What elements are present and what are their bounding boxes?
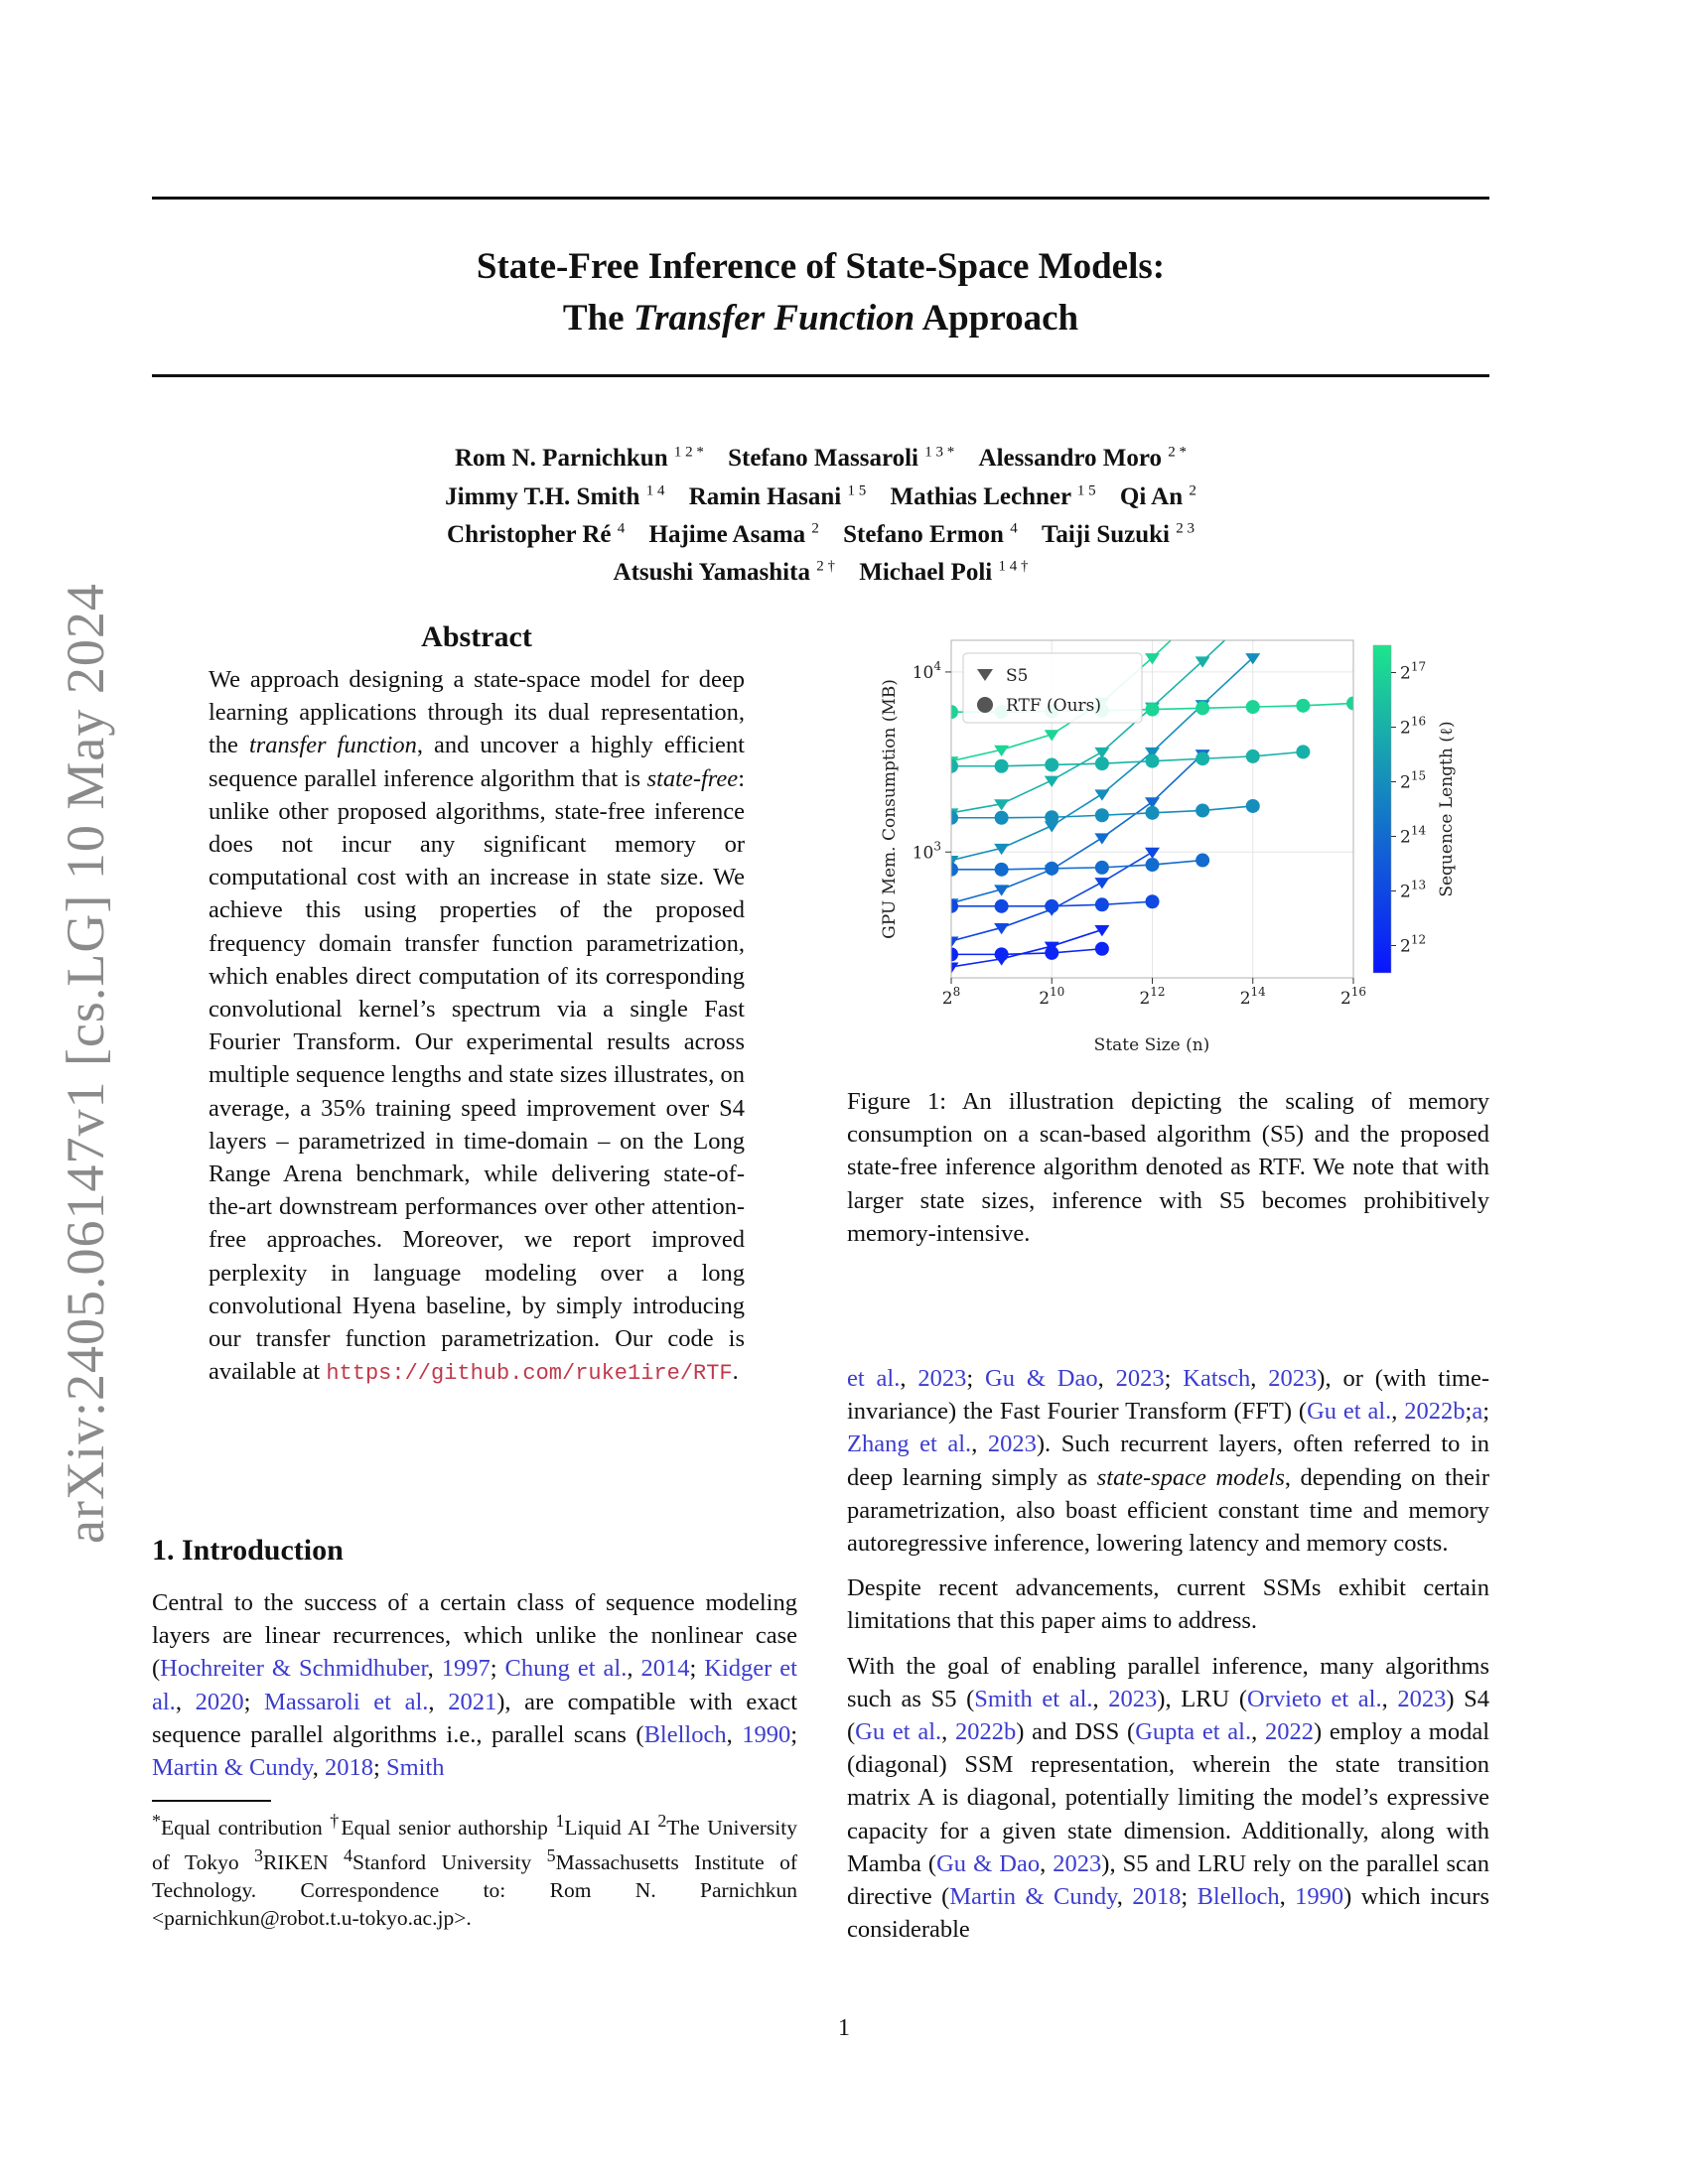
abstract-heading: Abstract: [421, 620, 532, 653]
author: Stefano Massaroli $^{1 3 *}$: [728, 445, 955, 473]
citation-link[interactable]: Zhang et al.: [847, 1431, 972, 1458]
rtf-point: [1146, 703, 1160, 717]
intro-heading: 1. Introduction: [152, 1534, 344, 1567]
x-tick-label: $2^{10}$: [1039, 985, 1065, 1009]
legend: [963, 653, 1142, 723]
rtf-point: [1146, 858, 1160, 872]
rtf-point: [995, 759, 1009, 773]
rtf-point: [1095, 861, 1109, 875]
paragraph: et al., 2023; Gu & Dao, 2023; Katsch, 2023), or (with time-invariance) the Fast Fourier Transform (FFT) (Gu et al., 2022b;a; Zhang et al., 2023). Such recurrent layers, often referred to in deep learning simply as state-space models, depending on their parametrization, also boast efficient constant time and memory autoregressive inference, lowering latency and memory costs.: [847, 1365, 1490, 1558]
y-tick-label: $10^4$: [912, 658, 941, 683]
colorbar-ticks: [1391, 660, 1426, 957]
footnote-rule: [152, 1800, 271, 1802]
y-tick-label: $10^3$: [912, 839, 941, 864]
figure-1-chart: [847, 625, 1489, 1072]
citation-link[interactable]: Martin & Cundy: [152, 1754, 313, 1782]
citation-link[interactable]: 2022b: [955, 1718, 1017, 1746]
author: Qi An $^2$: [1119, 482, 1196, 510]
rtf-series-line: [951, 949, 1102, 955]
legend-circle-marker: [977, 697, 993, 713]
citation-link[interactable]: Gu & Dao: [936, 1849, 1041, 1877]
citation-link[interactable]: 2014: [640, 1655, 690, 1683]
rtf-point: [1095, 942, 1109, 956]
rtf-point: [1146, 806, 1160, 820]
rtf-point: [1296, 745, 1310, 758]
x-tick-label: $2^{16}$: [1339, 985, 1367, 1009]
citation-link[interactable]: Katsch: [1183, 1365, 1251, 1392]
citation-link[interactable]: 2023: [1268, 1365, 1318, 1392]
rtf-series-line: [951, 861, 1202, 870]
intro-text: Central to the success of a certain class of sequence modeling layers are linear recurrences, which unlike the nonlinear case (Hochreiter & Schmidhuber, 1997; Chung et al., 2014; Kidger et al., 2020; Massaroli et al., 2021), are compatible with exact sequence parallel algorithms i.e., parallel scans (Blelloch, 1990; Martin & Cundy, 2018; Smith: [152, 1589, 798, 1782]
author: Rom N. Parnichkun $^{1 2 *}$: [454, 445, 704, 473]
colorbar-tick-label: $2^{17}$: [1400, 659, 1427, 684]
citation-link[interactable]: 2023: [1053, 1849, 1102, 1877]
paragraph: With the goal of enabling parallel inference, many algorithms such as S5 (Smith et al., 2023), LRU (Orvieto et al., 2023) S4 (Gu et al., 2022b) and DSS (Gupta et al., 2022) employ a modal (diagonal) SSM representation, wherein the state transition matrix A is diagonal, potentially limiting the model’s expressive capacity for a given state dimension. Additionally, along with Mamba (Gu & Dao, 2023), S5 and LRU rely on the parallel scan directive (Martin & Cundy, 2018; Blelloch, 1990) which incurs considerable: [847, 1652, 1490, 1944]
citation-link[interactable]: Smith: [385, 1754, 445, 1782]
code-url-link[interactable]: https://github.com/ruke1ire/RTF: [326, 1361, 733, 1387]
s5-point: [1094, 789, 1109, 800]
citation-link[interactable]: Blelloch: [1196, 1883, 1280, 1911]
y-axis-label: GPU Mem. Consumption (MB): [880, 679, 900, 939]
rtf-point: [1246, 700, 1260, 714]
author: Taiji Suzuki $^{2 3}$: [1041, 520, 1195, 548]
citation-link[interactable]: Blelloch: [643, 1720, 727, 1748]
author: Christopher Ré $^4$: [447, 520, 626, 548]
citation-link[interactable]: 1990: [1295, 1883, 1344, 1911]
footnotes: *Equal contribution †Equal senior authorship $^1$Liquid AI $^2$The University of Tokyo $^3$RIKEN $^4$Stanford University $^5$Massachusetts Institute of Technology. Correspondence to: Rom N. Parnichkun <parnichkun@robot.t.u-tokyo.ac.jp>.: [152, 1811, 797, 1931]
author: Alessandro Moro $^{2 *}$: [978, 445, 1188, 473]
author: Michael Poli $^{1 4 \dagger}$: [859, 558, 1029, 587]
rtf-point: [1095, 897, 1109, 911]
x-axis-label: State Size (n): [1093, 1035, 1210, 1055]
citation-link[interactable]: 2021: [448, 1688, 497, 1715]
rtf-point: [995, 947, 1009, 961]
rtf-point: [1045, 946, 1058, 960]
rtf-point: [995, 811, 1009, 825]
citation-link[interactable]: 1997: [441, 1655, 491, 1683]
author: Mathias Lechner $^{1 5}$: [890, 482, 1096, 510]
citation-link[interactable]: a: [1472, 1398, 1483, 1426]
citation-link[interactable]: Smith et al.: [974, 1685, 1093, 1712]
rtf-point: [1095, 756, 1109, 770]
rtf-point: [1146, 754, 1160, 768]
rtf-point: [995, 899, 1009, 913]
rtf-point: [1246, 750, 1260, 763]
s5-point: [1094, 833, 1109, 844]
rtf-point: [1296, 699, 1310, 713]
citation-link[interactable]: Gu et al.: [1307, 1398, 1392, 1426]
citation-link[interactable]: 2023: [1115, 1365, 1165, 1392]
rtf-point: [1196, 803, 1209, 817]
title-line-1: State-Free Inference of State-Space Models:: [476, 246, 1166, 287]
author: Stefano Ermon $^4$: [843, 520, 1018, 548]
colorbar-tick-label: $2^{12}$: [1400, 932, 1427, 957]
citation-link[interactable]: Orvieto et al.: [1247, 1685, 1382, 1712]
rtf-point: [1246, 799, 1260, 813]
citation-link[interactable]: 2023: [1108, 1685, 1158, 1712]
title-bottom-rule: [152, 374, 1489, 377]
s5-series-line: [951, 754, 1202, 903]
colorbar: [1373, 645, 1391, 973]
s5-point: [1145, 848, 1160, 859]
rtf-point: [1045, 810, 1058, 824]
colorbar-tick-label: $2^{14}$: [1400, 823, 1427, 848]
title-line-2: The Transfer Function Approach: [562, 298, 1079, 339]
rtf-point: [1196, 701, 1209, 715]
colorbar-tick-label: $2^{15}$: [1400, 768, 1427, 793]
s5-point: [1094, 878, 1109, 888]
rtf-point: [1095, 808, 1109, 822]
rtf-point: [1045, 899, 1058, 913]
citation-link[interactable]: 2023: [917, 1365, 967, 1392]
rtf-point: [995, 863, 1009, 877]
citation-link[interactable]: Martin & Cundy: [949, 1883, 1117, 1911]
citation-link[interactable]: 2018: [325, 1754, 373, 1782]
citation-link[interactable]: 2023: [987, 1431, 1037, 1458]
author: Ramin Hasani $^{1 5}$: [688, 482, 867, 510]
figure-caption: Figure 1: An illustration depicting the scaling of memory consumption on a scan-based algorithm (S5) and the proposed state-free inference algorithm denoted as RTF. We note that with larger state sizes, inference with S5 becomes prohibitively memory-intensive.: [847, 1088, 1489, 1247]
paper-title: [152, 241, 1489, 344]
citation-link[interactable]: Kidger et al.: [152, 1655, 797, 1715]
rtf-point: [1045, 862, 1058, 876]
abstract-text: We approach designing a state-space model for deep learning applications through its dual representation, the transfer function, and uncover a highly efficient sequence parallel inference algorithm that is state-free: unlike other proposed algorithms, state-free inference does not incur any significant memory or computational cost with an increase in state size. We achieve this using properties of the proposed frequency domain transfer function parametrization, which enables direct computation of its corresponding convolutional kernel’s spectrum via a single Fast Fourier Transform. Our experimental results across multiple sequence lengths and state sizes illustrates, on average, a 35% training speed improvement over S4 layers – parametrized in time-domain – on the Long Range Arena benchmark, while delivering state-of-the-art downstream performances over other attention-free approaches. Moreover, we report improved perplexity in language modeling over a long convolutional Hyena baseline, by simply introducing our transfer function parametrization. Our code is available at https://github.com/ruke1ire/RTF.: [209, 666, 745, 1387]
citation-link[interactable]: 2020: [195, 1688, 244, 1715]
x-tick-label: $2^{12}$: [1139, 985, 1166, 1009]
citation-link[interactable]: et al.: [847, 1365, 901, 1392]
colorbar-tick-label: $2^{16}$: [1400, 714, 1427, 739]
rtf-point: [1146, 894, 1160, 908]
citation-link[interactable]: Hochreiter & Schmidhuber: [160, 1655, 428, 1683]
author: Jimmy T.H. Smith $^{1 4}$: [445, 482, 665, 510]
arxiv-stamp: arXiv:2405.06147v1 [cs.LG] 10 May 2024: [56, 583, 115, 1544]
paragraph: Despite recent advancements, current SSMs exhibit certain limitations that this paper aims to address.: [847, 1574, 1489, 1635]
citation-link[interactable]: Gu & Dao: [985, 1365, 1098, 1392]
page-number: 1: [838, 2015, 850, 2041]
citation-link[interactable]: 2023: [1397, 1685, 1447, 1712]
rtf-point: [1045, 757, 1058, 771]
rtf-point: [1196, 854, 1209, 868]
author: Hajime Asama $^2$: [648, 520, 819, 548]
citation-link[interactable]: 1990: [742, 1720, 791, 1748]
legend-label-rtf: RTF (Ours): [1006, 696, 1102, 716]
citation-link[interactable]: Gu et al.: [855, 1718, 942, 1746]
rtf-point: [1196, 751, 1209, 765]
s5-point: [1045, 776, 1059, 787]
right-column-text: [847, 1362, 1489, 1958]
top-rule: [152, 197, 1489, 200]
citation-link[interactable]: 2018: [1132, 1883, 1182, 1911]
colorbar-label: Sequence Length (ℓ): [1437, 721, 1457, 897]
colorbar-tick-label: $2^{13}$: [1400, 878, 1427, 902]
citation-link[interactable]: Chung et al.: [504, 1655, 628, 1683]
x-tick-label: $2^8$: [941, 985, 961, 1009]
author-list: [152, 437, 1489, 589]
legend-label-s5: S5: [1006, 666, 1029, 686]
citation-link[interactable]: Massaroli et al.: [264, 1688, 429, 1715]
x-tick-label: $2^{14}$: [1239, 985, 1266, 1009]
citation-link[interactable]: 2022b: [1404, 1398, 1466, 1426]
citation-link[interactable]: Gupta et al.: [1135, 1718, 1252, 1746]
citation-link[interactable]: 2022: [1264, 1718, 1314, 1746]
author: Atsushi Yamashita $^{2 \dagger}$: [613, 558, 835, 587]
